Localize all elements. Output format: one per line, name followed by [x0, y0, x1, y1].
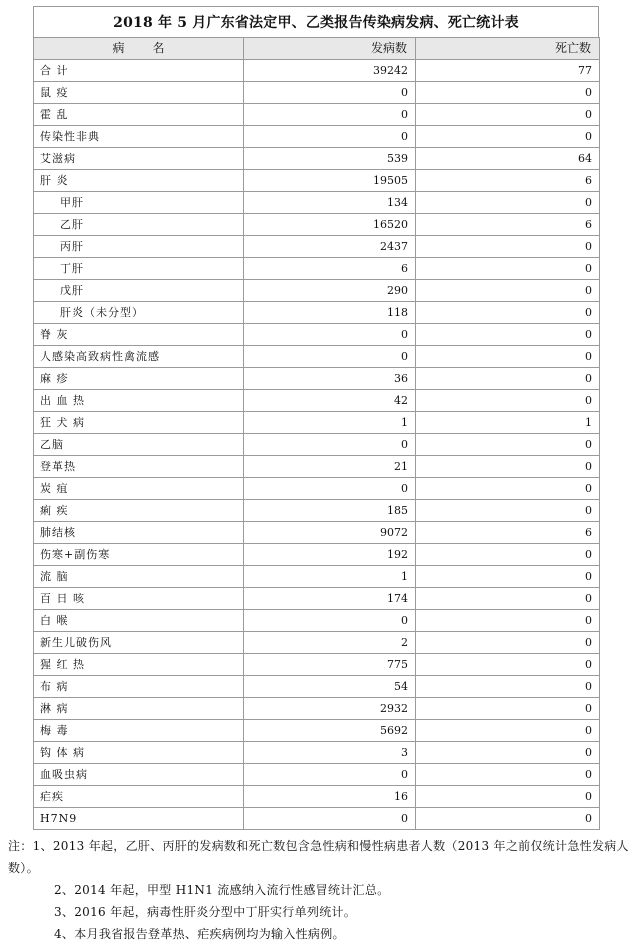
cases-cell: 0 — [244, 764, 416, 786]
disease-name-cell: 伤寒+副伤寒 — [34, 544, 244, 566]
table-row — [34, 522, 600, 544]
deaths-cell: 0 — [416, 126, 600, 148]
cases-cell: 1 — [244, 566, 416, 588]
cases-cell: 16520 — [244, 214, 416, 236]
disease-name-cell: 鼠 疫 — [34, 82, 244, 104]
disease-name-cell: 疟疾 — [34, 786, 244, 808]
deaths-cell: 0 — [416, 346, 600, 368]
disease-name-cell: 脊 灰 — [34, 324, 244, 346]
table-row — [34, 808, 600, 830]
deaths-cell: 0 — [416, 720, 600, 742]
cases-cell: 2932 — [244, 698, 416, 720]
table-header-row — [34, 38, 600, 60]
footnote: 4、本月我省报告登革热、疟疾病例均为输入性病例。 — [54, 927, 345, 941]
cases-cell: 5692 — [244, 720, 416, 742]
table-row — [34, 324, 600, 346]
deaths-cell: 0 — [416, 610, 600, 632]
deaths-cell: 77 — [416, 60, 600, 82]
deaths-cell: 0 — [416, 324, 600, 346]
cases-cell: 0 — [244, 346, 416, 368]
deaths-cell: 0 — [416, 764, 600, 786]
disease-name-cell: 肺结核 — [34, 522, 244, 544]
deaths-cell: 0 — [416, 698, 600, 720]
disease-name-cell: 登革热 — [34, 456, 244, 478]
table-row — [34, 786, 600, 808]
cases-cell: 1 — [244, 412, 416, 434]
disease-name-cell: 霍 乱 — [34, 104, 244, 126]
cases-cell: 42 — [244, 390, 416, 412]
table-row — [34, 192, 600, 214]
disease-name-cell: 猩 红 热 — [34, 654, 244, 676]
table-row — [34, 632, 600, 654]
table-row — [34, 500, 600, 522]
deaths-cell: 6 — [416, 522, 600, 544]
deaths-cell: 0 — [416, 192, 600, 214]
deaths-cell: 0 — [416, 808, 600, 830]
deaths-cell: 0 — [416, 258, 600, 280]
cases-cell: 185 — [244, 500, 416, 522]
disease-name-cell: 乙脑 — [34, 434, 244, 456]
disease-name-cell: 戊肝 — [34, 280, 244, 302]
disease-name-cell: 白 喉 — [34, 610, 244, 632]
table-row — [34, 302, 600, 324]
disease-name-cell: 痢 疾 — [34, 500, 244, 522]
disease-name-cell: 合 计 — [34, 60, 244, 82]
cases-cell: 0 — [244, 324, 416, 346]
footnote: 注：1、2013 年起，乙肝、丙肝的发病数和死亡数包含急性病和慢性病患者人数（2013 年之前仅统计急性发病人数）。 — [8, 839, 629, 875]
table-row — [34, 742, 600, 764]
deaths-cell: 0 — [416, 654, 600, 676]
table-row — [34, 126, 600, 148]
table-row — [34, 544, 600, 566]
deaths-cell: 0 — [416, 632, 600, 654]
cases-cell: 0 — [244, 104, 416, 126]
header-disease-name: 病名 — [34, 38, 244, 60]
table-row — [34, 346, 600, 368]
disease-name-cell: 梅 毒 — [34, 720, 244, 742]
footnote: 2、2014 年起，甲型 H1N1 流感纳入流行性感冒统计汇总。 — [54, 883, 390, 897]
deaths-cell: 0 — [416, 544, 600, 566]
cases-cell: 290 — [244, 280, 416, 302]
table-row — [34, 566, 600, 588]
deaths-cell: 0 — [416, 104, 600, 126]
disease-name-cell: 肝炎（未分型） — [34, 302, 244, 324]
cases-cell: 134 — [244, 192, 416, 214]
header-deaths: 死亡数 — [416, 38, 600, 60]
report-sheet — [33, 6, 599, 830]
deaths-cell: 6 — [416, 170, 600, 192]
table-row — [34, 412, 600, 434]
deaths-cell: 0 — [416, 786, 600, 808]
table-row — [34, 214, 600, 236]
deaths-cell: 64 — [416, 148, 600, 170]
disease-name-cell: 百 日 咳 — [34, 588, 244, 610]
cases-cell: 21 — [244, 456, 416, 478]
cases-cell: 9072 — [244, 522, 416, 544]
disease-name-cell: 乙肝 — [34, 214, 244, 236]
disease-name-cell: 狂 犬 病 — [34, 412, 244, 434]
table-row — [34, 764, 600, 786]
footnotes — [8, 835, 634, 945]
table-row — [34, 478, 600, 500]
cases-cell: 3 — [244, 742, 416, 764]
deaths-cell: 0 — [416, 566, 600, 588]
cases-cell: 16 — [244, 786, 416, 808]
cases-cell: 0 — [244, 82, 416, 104]
deaths-cell: 0 — [416, 390, 600, 412]
table-row — [34, 236, 600, 258]
disease-name-cell: 淋 病 — [34, 698, 244, 720]
table-row — [34, 104, 600, 126]
table-row — [34, 720, 600, 742]
deaths-cell: 0 — [416, 82, 600, 104]
disease-name-cell: 出 血 热 — [34, 390, 244, 412]
disease-name-cell: 血吸虫病 — [34, 764, 244, 786]
table-row — [34, 456, 600, 478]
cases-cell: 539 — [244, 148, 416, 170]
deaths-cell: 0 — [416, 280, 600, 302]
cases-cell: 54 — [244, 676, 416, 698]
cases-cell: 174 — [244, 588, 416, 610]
table-row — [34, 610, 600, 632]
deaths-cell: 0 — [416, 302, 600, 324]
disease-name-cell: 新生儿破伤风 — [34, 632, 244, 654]
deaths-cell: 0 — [416, 434, 600, 456]
disease-name-cell: 麻 疹 — [34, 368, 244, 390]
cases-cell: 39242 — [244, 60, 416, 82]
deaths-cell: 0 — [416, 500, 600, 522]
table-row — [34, 258, 600, 280]
cases-cell: 118 — [244, 302, 416, 324]
disease-name-cell: 人感染高致病性禽流感 — [34, 346, 244, 368]
table-row — [34, 676, 600, 698]
disease-name-cell: 炭 疽 — [34, 478, 244, 500]
table-row — [34, 82, 600, 104]
deaths-cell: 0 — [416, 742, 600, 764]
disease-name-cell: 传染性非典 — [34, 126, 244, 148]
cases-cell: 36 — [244, 368, 416, 390]
deaths-cell: 0 — [416, 456, 600, 478]
table-row — [34, 60, 600, 82]
footnote: 3、2016 年起，病毒性肝炎分型中丁肝实行单列统计。 — [54, 905, 357, 919]
table-row — [34, 654, 600, 676]
cases-cell: 192 — [244, 544, 416, 566]
disease-name-cell: 丙肝 — [34, 236, 244, 258]
deaths-cell: 0 — [416, 588, 600, 610]
disease-name-cell: H7N9 — [34, 808, 244, 830]
table-row — [34, 280, 600, 302]
disease-name-cell: 肝 炎 — [34, 170, 244, 192]
cases-cell: 6 — [244, 258, 416, 280]
table-row — [34, 434, 600, 456]
cases-cell: 0 — [244, 478, 416, 500]
deaths-cell: 1 — [416, 412, 600, 434]
deaths-cell: 0 — [416, 236, 600, 258]
table-title: 2018 年 5 月广东省法定甲、乙类报告传染病发病、死亡统计表 — [33, 6, 599, 37]
cases-cell: 19505 — [244, 170, 416, 192]
table-row — [34, 390, 600, 412]
disease-name-cell: 钩 体 病 — [34, 742, 244, 764]
statistics-table — [33, 37, 600, 830]
table-body — [34, 60, 600, 830]
disease-name-cell: 丁肝 — [34, 258, 244, 280]
table-row — [34, 148, 600, 170]
cases-cell: 2437 — [244, 236, 416, 258]
deaths-cell: 0 — [416, 368, 600, 390]
header-cases: 发病数 — [244, 38, 416, 60]
cases-cell: 775 — [244, 654, 416, 676]
deaths-cell: 0 — [416, 676, 600, 698]
cases-cell: 0 — [244, 126, 416, 148]
deaths-cell: 6 — [416, 214, 600, 236]
table-row — [34, 368, 600, 390]
cases-cell: 0 — [244, 434, 416, 456]
disease-name-cell: 流 脑 — [34, 566, 244, 588]
cases-cell: 0 — [244, 808, 416, 830]
disease-name-cell: 艾滋病 — [34, 148, 244, 170]
table-row — [34, 170, 600, 192]
disease-name-cell: 甲肝 — [34, 192, 244, 214]
cases-cell: 2 — [244, 632, 416, 654]
table-row — [34, 588, 600, 610]
cases-cell: 0 — [244, 610, 416, 632]
disease-name-cell: 布 病 — [34, 676, 244, 698]
table-row — [34, 698, 600, 720]
deaths-cell: 0 — [416, 478, 600, 500]
